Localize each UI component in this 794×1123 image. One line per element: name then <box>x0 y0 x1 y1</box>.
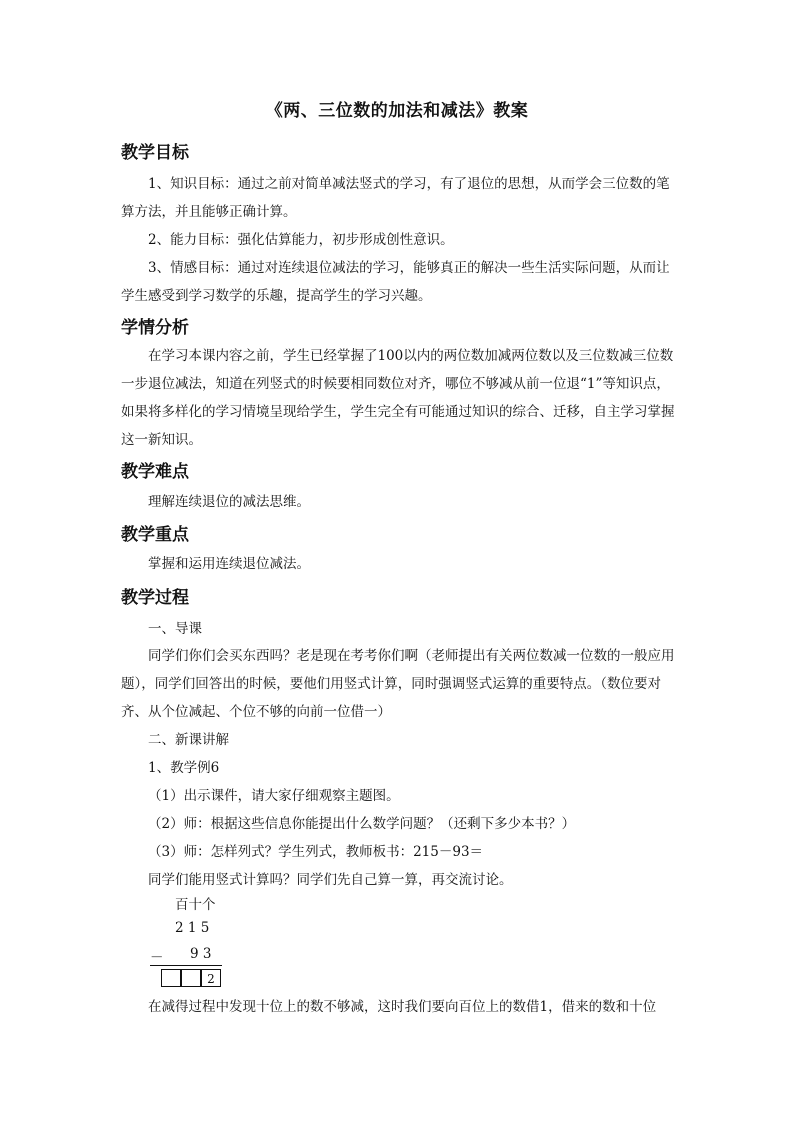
document-title: 《两、三位数的加法和减法》教案 <box>265 101 529 121</box>
goal-item-1: 1、知识目标：通过之前对简单减法竖式的学习，有了退位的思想，从而学会三位数的笔算方法，并且能够正确计算。 <box>121 176 670 220</box>
question-3: （3）师：怎样列式？学生列式，教师板书：215－93＝ <box>148 844 484 860</box>
heading-focus: 教学重点 <box>121 525 189 545</box>
question-2: （2）师：根据这些信息你能提出什么数学问题？（还剩下多少本书？） <box>148 816 576 832</box>
result-box-tens <box>181 969 201 987</box>
heading-analysis: 学情分析 <box>121 318 189 338</box>
explanation-text: 在减得过程中发现十位上的数不够减，这时我们要向百位上的数借1，借来的数和十位 <box>148 999 657 1015</box>
step-intro-text: 同学们你们会买东西吗？老是现在考考你们啊（老师提出有关两位数减一位数的一般应用题），同学们回答出的时候，要他们用竖式计算，同时强调竖式运算的重要特点。（数位要对齐、从个位减起、个位不够的向前一位借一） <box>121 648 675 720</box>
heading-process: 教学过程 <box>121 588 189 608</box>
step-new-lesson-heading: 二、新课讲解 <box>148 732 229 748</box>
calc-underline <box>150 965 222 966</box>
subtrahend: 9 3 <box>190 946 212 962</box>
step-intro-heading: 一、导课 <box>148 621 202 637</box>
example-heading: 1、教学例6 <box>148 760 220 776</box>
calc-prompt: 同学们能用竖式计算吗？同学们先自己算一算，再交流讨论。 <box>148 872 513 888</box>
result-box-ones: 2 <box>201 969 221 987</box>
goal-item-2: 2、能力目标：强化估算能力，初步形成创性意识。 <box>148 232 454 248</box>
goal-item-3: 3、情感目标：通过对连续退位减法的学习，能够真正的解决一些生活实际问题，从而让学生感受到学习数学的乐趣，提高学生的学习兴趣。 <box>121 260 670 304</box>
question-1: （1）出示课件，请大家仔细观察主题图。 <box>148 788 400 804</box>
result-box-hundreds <box>161 969 181 987</box>
place-value-header: 百十个 <box>175 897 216 913</box>
heading-difficulty: 教学难点 <box>121 462 189 482</box>
analysis-paragraph: 在学习本课内容之前，学生已经掌握了100以内的两位数加减两位数以及三位数减三位数一步退位减法，知道在列竖式的时候要相同数位对齐，哪位不够减从前一位退“1”等知识点，如果将多样化的学习情境呈现给学生，学生完全有可能通过知识的综合、迁移，自主学习掌握这一新知识。 <box>121 348 675 448</box>
focus-text: 掌握和运用连续退位减法。 <box>148 556 310 572</box>
minus-sign: － <box>150 950 164 966</box>
difficulty-text: 理解连续退位的减法思维。 <box>148 494 310 510</box>
minuend: 2 1 5 <box>175 920 210 936</box>
heading-goals: 教学目标 <box>121 143 189 163</box>
